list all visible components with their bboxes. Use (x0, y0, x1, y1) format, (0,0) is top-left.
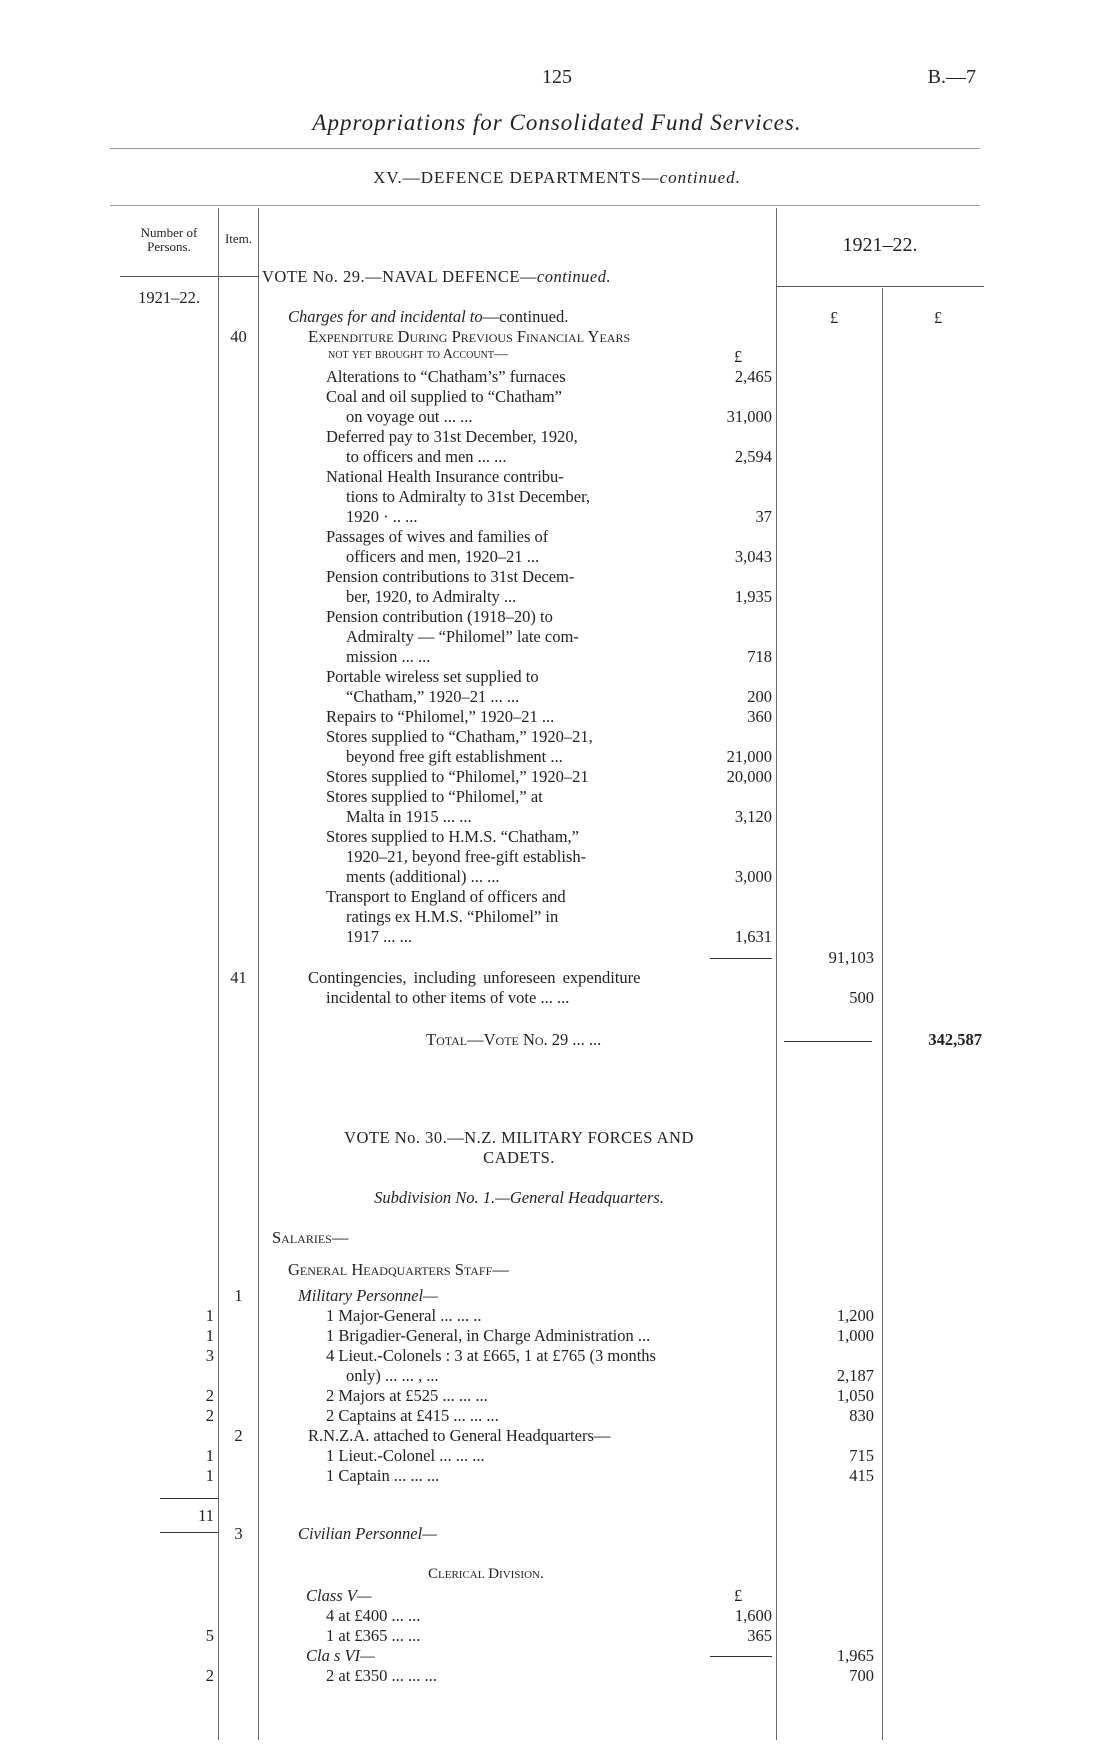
class-vi-heading: Cla s VI— (306, 1646, 375, 1665)
item-number-40: 40 (230, 327, 247, 346)
item40-line-text: Stores supplied to “Philomel,” 1920–21 (326, 767, 589, 786)
item40-pound: £ (734, 347, 743, 366)
item40-line-value: 20,000 (726, 767, 772, 786)
document-reference: B.—7 (927, 66, 976, 88)
military-row-value: 1,200 (836, 1306, 874, 1325)
persons-count: 1 (205, 1306, 214, 1325)
military-row-text: 2 Majors at £525 ... ... ... (326, 1386, 488, 1405)
item40-line-text: mission ... ... (346, 647, 431, 666)
military-row-value: 830 (849, 1406, 874, 1425)
persons-count: 2 (205, 1406, 214, 1425)
persons-count: 2 (205, 1666, 214, 1685)
amount2-column-line (882, 288, 883, 1740)
persons-count: 1 (205, 1326, 214, 1345)
item-number-3: 3 (234, 1524, 243, 1543)
item40-line-text: Admiralty — “Philomel” late com- (346, 627, 579, 646)
vote29-heading (262, 267, 611, 287)
civilian-personnel-heading: Civilian Personnel— (298, 1524, 437, 1543)
item40-line-value: 1,631 (734, 927, 772, 946)
rnza-row-text: 1 Captain ... ... ... (326, 1466, 440, 1485)
item40-line-value: 360 (747, 707, 772, 726)
item-header-rule (219, 276, 259, 277)
military-row-value: 1,000 (836, 1326, 874, 1345)
persons-count: 2 (205, 1386, 214, 1405)
clerical-division-heading: Clerical Division. (428, 1566, 544, 1582)
section-rule (110, 205, 980, 206)
item40-line-text: Passages of wives and families of (326, 527, 549, 546)
military-personnel-heading: Military Personnel— (298, 1286, 438, 1305)
military-row-text: 1 Brigadier-General, in Charge Administration ... (326, 1326, 651, 1345)
item40-line-value: 3,000 (734, 867, 772, 886)
class-v-pound: £ (734, 1586, 743, 1605)
item40-line-text: ratings ex H.M.S. “Philomel” in (346, 907, 559, 926)
class-v-heading: Class V— (306, 1586, 372, 1605)
item40-line-text: ments (additional) ... ... (346, 867, 500, 886)
item40-line-text: officers and men, 1920–21 ... (346, 547, 540, 566)
item40-line-text: Deferred pay to 31st December, 1920, (326, 427, 578, 446)
rnza-row-value: 415 (849, 1466, 874, 1485)
vote29-heading-main: VOTE No. 29.—NAVAL DEFENCE— (262, 267, 537, 286)
year-header-right: 1921–22. (842, 234, 918, 256)
pound-header-2: £ (934, 308, 943, 327)
item41-value: 500 (849, 988, 874, 1007)
item40-line-text: Alterations to “Chatham’s” furnaces (326, 367, 566, 386)
item40-line-value: 2,465 (734, 367, 772, 386)
class-v-row-value: 1,600 (734, 1606, 772, 1625)
item40-line-text: Repairs to “Philomel,” 1920–21 ... (326, 707, 555, 726)
persons-header: Number of Persons. (140, 225, 198, 254)
item40-line-value: 3,043 (734, 547, 772, 566)
class-v-row-text: 1 at £365 ... ... (326, 1626, 421, 1645)
rnza-row-text: 1 Lieut.-Colonel ... ... ... (326, 1446, 485, 1465)
item41-line-1: Contingencies, including unforeseen expenditure (308, 968, 641, 987)
persons-count: 3 (205, 1346, 214, 1365)
persons-count: 1 (205, 1446, 214, 1465)
item40-subtotal: 91,103 (828, 948, 874, 967)
item-number-1: 1 (234, 1286, 243, 1305)
charges-heading-cont: —continued. (482, 307, 569, 326)
item40-line-value: 21,000 (726, 747, 772, 766)
item-column-line (258, 208, 259, 1740)
military-row-value: 1,050 (836, 1386, 874, 1405)
item40-line-text: National Health Insurance contribu- (326, 467, 564, 486)
item40-heading-1: Expenditure During Previous Financial Years (308, 327, 631, 346)
year-header-rule (776, 286, 984, 287)
section-heading (0, 168, 1114, 188)
total-vote29-label: Total—Vote No. 29 ... ... (426, 1030, 602, 1049)
item40-line-value: 2,594 (734, 447, 772, 466)
persons-sum-rule-top (160, 1498, 218, 1499)
item40-line-text: Pension contribution (1918–20) to (326, 607, 553, 626)
item40-line-text: Portable wireless set supplied to (326, 667, 539, 686)
ghq-staff-heading: General Headquarters Staff— (288, 1260, 509, 1279)
military-row-value: 2,187 (836, 1366, 874, 1385)
item40-line-value: 31,000 (726, 407, 772, 426)
item40-line-text: 1920 · .. ... (346, 507, 418, 526)
item40-heading-2: not yet brought to Account— (328, 347, 508, 362)
persons-count: 1 (205, 1466, 214, 1485)
page-number: 125 (542, 66, 572, 88)
title-rule (110, 148, 980, 149)
item40-line-text: ber, 1920, to Admiralty ... (346, 587, 517, 606)
item41-line-2: incidental to other items of vote ... ... (326, 988, 570, 1007)
class-v-row-text: 4 at £400 ... ... (326, 1606, 421, 1625)
year-header-left: 1921–22. (138, 288, 200, 307)
salaries-heading: Salaries— (272, 1228, 349, 1247)
item40-sum-rule (710, 958, 772, 959)
item40-line-text: Stores supplied to H.M.S. “Chatham,” (326, 827, 579, 846)
military-row-text: 1 Major-General ... ... .. (326, 1306, 482, 1325)
vote30-heading-2: CADETS. (483, 1148, 555, 1167)
item40-line-text: Pension contributions to 31st Decem- (326, 567, 575, 586)
class-v-total: 1,965 (836, 1646, 874, 1665)
item-number-2: 2 (234, 1426, 243, 1445)
item40-line-value: 718 (747, 647, 772, 666)
class-vi-row-value: 700 (849, 1666, 874, 1685)
vote30-subdivision: Subdivision No. 1.—General Headquarters. (374, 1188, 664, 1207)
item40-line-value: 1,935 (734, 587, 772, 606)
item40-line-text: Stores supplied to “Chatham,” 1920–21, (326, 727, 593, 746)
class-v-row-value: 365 (747, 1626, 772, 1645)
section-heading-cont: continued. (659, 168, 741, 187)
class-vi-row-text: 2 at £350 ... ... ... (326, 1666, 437, 1685)
persons-total: 11 (198, 1506, 214, 1525)
charges-heading-main: Charges for and incidental to (288, 307, 483, 326)
military-row-text: 2 Captains at £415 ... ... ... (326, 1406, 499, 1425)
item40-line-text: Coal and oil supplied to “Chatham” (326, 387, 562, 406)
item40-line-text: beyond free gift establishment ... (346, 747, 563, 766)
item-header: Item. (224, 231, 253, 246)
page-title: Appropriations for Consolidated Fund Services. (312, 110, 802, 135)
total-vote29-rule (784, 1041, 872, 1042)
item-number-41: 41 (230, 968, 247, 987)
item40-line-value: 200 (747, 687, 772, 706)
rnza-row-value: 715 (849, 1446, 874, 1465)
pound-header-1: £ (830, 308, 839, 327)
item40-line-value: 3,120 (734, 807, 772, 826)
amount1-column-line (776, 208, 777, 1740)
rnza-heading: R.N.Z.A. attached to General Headquarters— (308, 1426, 611, 1445)
item40-line-text: Stores supplied to “Philomel,” at (326, 787, 543, 806)
vote29-heading-cont: continued. (536, 267, 612, 286)
military-row-text: 4 Lieut.-Colonels : 3 at £665, 1 at £765 (3 months (326, 1346, 656, 1365)
item40-line-text: tions to Admiralty to 31st December, (346, 487, 591, 506)
item40-line-text: 1917 ... ... (346, 927, 412, 946)
military-row-text: only) ... ... , ... (346, 1366, 439, 1385)
persons-count: 5 (205, 1626, 214, 1645)
total-vote29-value: 342,587 (928, 1030, 982, 1049)
item40-line-text: Transport to England of officers and (326, 887, 566, 906)
item40-line-value: 37 (755, 507, 772, 526)
persons-header-rule (120, 276, 218, 277)
item40-line-text: to officers and men ... ... (346, 447, 507, 466)
item40-line-text: Malta in 1915 ... ... (346, 807, 472, 826)
item40-line-text: 1920–21, beyond free-gift establish- (346, 847, 587, 866)
class-v-sum-rule (710, 1656, 772, 1657)
item40-line-text: on voyage out ... ... (346, 407, 473, 426)
charges-heading (288, 307, 568, 327)
persons-sum-rule-bottom (160, 1532, 218, 1533)
item40-line-text: “Chatham,” 1920–21 ... ... (346, 687, 520, 706)
section-heading-main: XV.—DEFENCE DEPARTMENTS— (373, 168, 660, 187)
vote30-heading-1: VOTE No. 30.—N.Z. MILITARY FORCES AND (344, 1128, 694, 1147)
